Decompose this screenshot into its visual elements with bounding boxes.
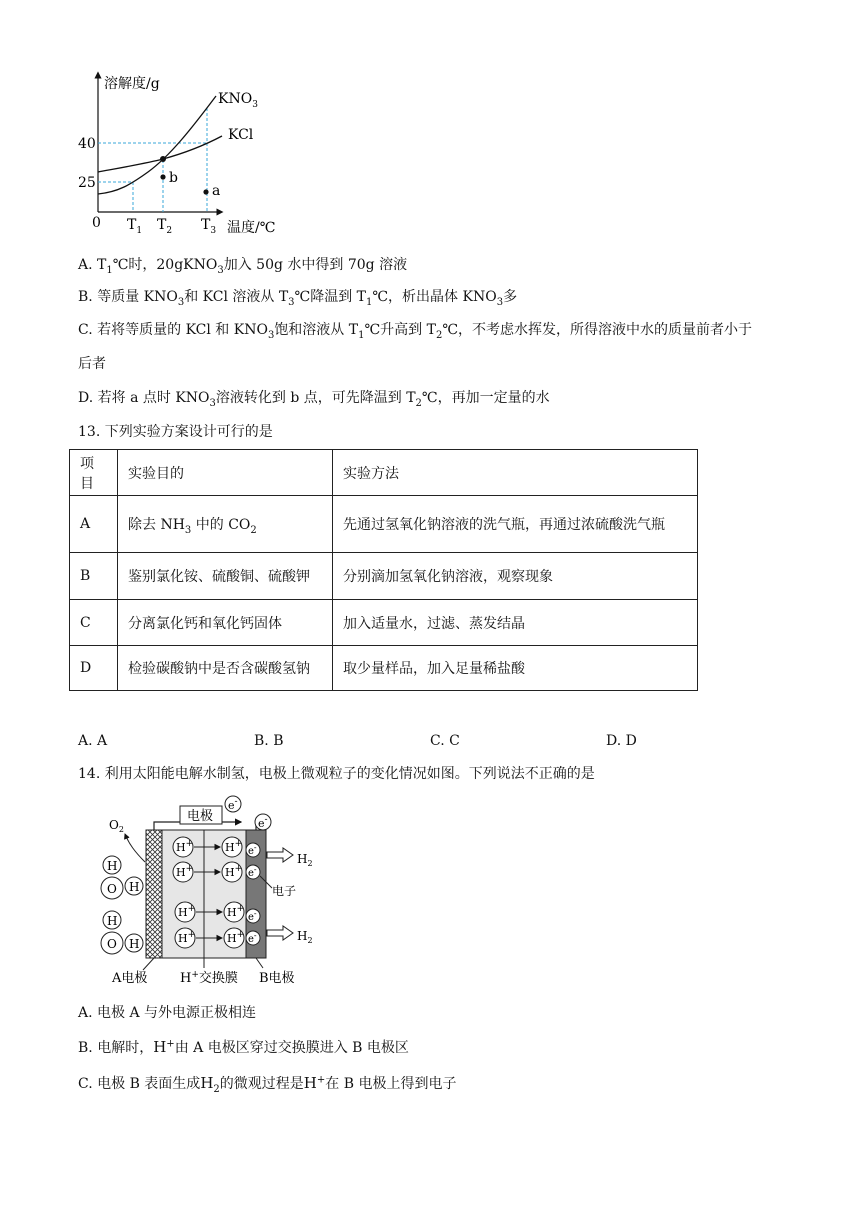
q13-option-a: A. A bbox=[78, 733, 108, 749]
membrane-label: H+交换膜 bbox=[180, 970, 238, 986]
h-atom: H bbox=[129, 937, 140, 951]
q13-option-c: C. C bbox=[430, 733, 460, 749]
q13-title: 13. 下列实验方案设计可行的是 bbox=[78, 424, 273, 440]
electron-label: e- bbox=[248, 843, 257, 857]
a-electrode-label: A电极 bbox=[112, 971, 148, 986]
electrolysis-diagram bbox=[95, 792, 330, 988]
table-row: A 除去 $NH_3$ 中的 $CO_2$ 先通过氢氧化钠溶液的洗气瓶，再通过浓硫酸洗气瓶 bbox=[70, 496, 698, 553]
origin-label: 0 bbox=[92, 215, 101, 231]
x-axis-label: 温度/℃ bbox=[227, 220, 276, 236]
kno3-curve bbox=[98, 96, 216, 194]
q13-option-d: D. D bbox=[606, 733, 637, 749]
point-a bbox=[203, 189, 208, 194]
kcl-label: KCl bbox=[228, 127, 254, 143]
q14-option-a: A. 电极 A 与外电源正极相连 bbox=[78, 1005, 257, 1021]
q14-option-c: C. 电极 B 表面生成$H_2$的微观过程是H+在 B 电极上得到电子 bbox=[78, 1074, 457, 1095]
o-atom: O bbox=[107, 882, 117, 896]
h2-label-top: $H_2$ bbox=[297, 852, 313, 868]
xtick-t2: $T_2$ bbox=[157, 217, 173, 236]
o2-label: $O_2$ bbox=[109, 818, 124, 834]
h2-arrow-top bbox=[267, 848, 293, 862]
o2-arrow bbox=[125, 834, 145, 862]
table-header-row bbox=[70, 450, 698, 496]
h-ion: H+ bbox=[178, 930, 196, 945]
intersection-point bbox=[160, 156, 166, 162]
h-ion: H+ bbox=[176, 839, 194, 854]
electron-label: e- bbox=[248, 865, 257, 879]
header-item: 项目 bbox=[70, 450, 118, 496]
header-purpose: 实验目的 bbox=[118, 450, 333, 496]
h2-arrow-bottom bbox=[267, 926, 293, 940]
o-atom: O bbox=[107, 937, 117, 951]
h-ion: H+ bbox=[225, 864, 243, 879]
solubility-chart bbox=[70, 70, 290, 240]
svg-text:e-: e- bbox=[258, 815, 268, 830]
q14-title: 14. 利用太阳能电解水制氢，电极上微观粒子的变化情况如图。下列说法不正确的是 bbox=[78, 766, 595, 782]
table-row: C 分离氯化钙和氧化钙固体 加入适量水，过滤、蒸发结晶 bbox=[70, 600, 698, 646]
xtick-t1: $T_1$ bbox=[127, 217, 143, 236]
experiment-table bbox=[69, 449, 698, 691]
h-ion: H+ bbox=[178, 904, 196, 919]
h-ion: H+ bbox=[227, 930, 245, 945]
q12-option-c: C. 若将等质量的 KCl 和 $KNO_3$饱和溶液从 $T_1℃$升高到 $T_2℃$，不考虑水挥发，所得溶液中水的质量前者小于 bbox=[78, 322, 752, 341]
ytick-25: 25 bbox=[78, 175, 96, 191]
h-atom: H bbox=[107, 914, 118, 928]
electron-text: 电子 bbox=[272, 884, 297, 898]
electrode-a bbox=[146, 830, 162, 958]
y-axis-label: 溶解度/g bbox=[104, 76, 160, 92]
q12-option-c-cont: 后者 bbox=[78, 356, 106, 372]
q12-option-d: D. 若将 a 点时 $KNO_3$溶液转化到 b 点，可先降温到 $T_2℃$，再加一定量的水 bbox=[78, 390, 550, 409]
point-a-label: a bbox=[212, 183, 221, 199]
q12-option-a: A. $T_1℃$时，20gKNO$_3$加入 50g 水中得到 70g 溶液 bbox=[78, 257, 408, 276]
q12-option-b: B. 等质量 $KNO_3$和 KCl 溶液从 $T_3℃$降温到 $T_1℃$，析出晶体 $KNO_3$多 bbox=[78, 289, 518, 308]
h-ion: H+ bbox=[225, 839, 243, 854]
h-ion: H+ bbox=[227, 904, 245, 919]
electron-label: e- bbox=[248, 931, 257, 945]
kcl-curve bbox=[98, 136, 222, 172]
xtick-t3: $T_3$ bbox=[201, 217, 217, 236]
h-atom: H bbox=[129, 880, 140, 894]
kno3-label: $KNO_3$ bbox=[218, 91, 258, 110]
q13-option-b: B. B bbox=[254, 733, 284, 749]
point-b bbox=[160, 174, 165, 179]
q14-option-b: B. 电解时，H+由 A 电极区穿过交换膜进入 B 电极区 bbox=[78, 1038, 409, 1056]
electrode-box-label: 电极 bbox=[187, 809, 214, 824]
svg-text:e-: e- bbox=[228, 797, 238, 812]
electron-label: e- bbox=[248, 909, 257, 923]
ytick-40: 40 bbox=[78, 136, 96, 152]
b-electrode-label: B电极 bbox=[259, 971, 295, 986]
h-ion: H+ bbox=[176, 864, 194, 879]
h2-label-bottom: $H_2$ bbox=[297, 929, 313, 945]
h-atom: H bbox=[107, 859, 118, 873]
table-row: D 检验碳酸钠中是否含碳酸氢钠 取少量样品，加入足量稀盐酸 bbox=[70, 646, 698, 691]
point-b-label: b bbox=[169, 170, 178, 186]
header-method: 实验方法 bbox=[333, 450, 698, 496]
table-row: B 鉴别氯化铵、硫酸铜、硫酸钾 分别滴加氢氧化钠溶液，观察现象 bbox=[70, 553, 698, 600]
